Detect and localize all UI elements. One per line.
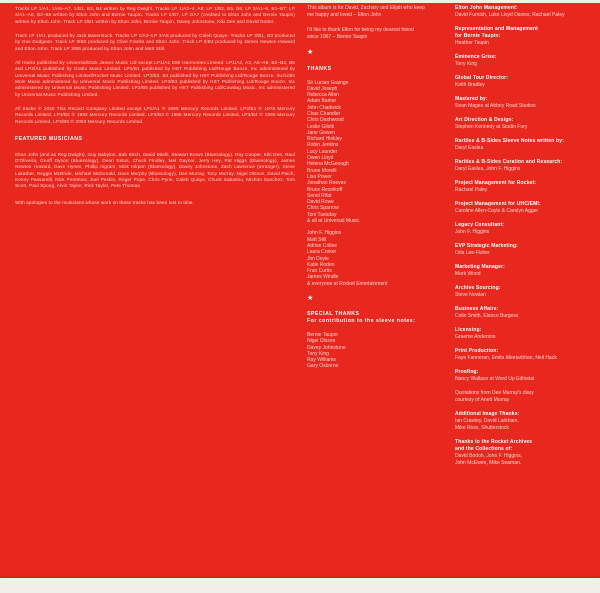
- credit-name: Heather Taupin: [455, 40, 489, 46]
- thanks-name: Katie Roden: [307, 261, 335, 268]
- dedication-bernie: I'd like to thank Elton for being my dearest friend since 1967 – Bernie Taupin: [307, 27, 414, 40]
- credit-role-heading: Rarities & B-Sides Sleeve Notes written by:: [455, 138, 564, 144]
- credit-name: Mike Ross, Shutterstock: [455, 425, 509, 431]
- thanks-name: Rebecca Allen: [307, 92, 339, 99]
- credit-role-heading: Thanks to the Rocket Archives: [455, 439, 533, 445]
- credit-name: Caroline Allen-Coyle & Carolyn Agger: [455, 208, 539, 214]
- credit-role-heading: EVP Strategic Marketing:: [455, 243, 518, 249]
- credit-name: Faye Fanneran, Emita Meetarbhan, Neil Hack: [455, 355, 557, 361]
- credit-block: [455, 243, 595, 257]
- thanks-heading: THANKS: [307, 66, 332, 72]
- credit-name: Nancy Wallace at Word Up Editorial: [455, 376, 535, 382]
- credit-role-heading: Marketing Manager:: [455, 264, 505, 270]
- credit-role-heading: for Bernie Taupin:: [455, 33, 501, 39]
- credit-name: David Bodoh, John F. Higgins,: [455, 453, 522, 459]
- credit-name: Stephen Kennedy at Studio Fury: [455, 124, 528, 130]
- credit-role-heading: Global Tour Director:: [455, 75, 509, 81]
- credit-block: [455, 264, 595, 278]
- credit-name: Tony King: [455, 61, 477, 67]
- credit-name: John F. Higgins: [455, 229, 490, 235]
- rocket-thanks-list: [307, 230, 425, 287]
- credit-name: Keith Bradley: [455, 82, 485, 88]
- thanks-name: Leslie Gilotti: [307, 123, 335, 130]
- star-icon: ★: [307, 295, 314, 302]
- production-credits: Track LP 1/A1 produced by Jack Baverstock. Tracks LP 1/A2–LP 3/A5 produced by Caleb Quaye. Tracks LP 3/B1, B3 produced by Gus Dudgeon. Track LP 3/B2 produced by Clive Franks and Elton John. Track LP 3/B4 produced by James Newton Howard and Elton John. Track LP 3/B5 produced by Elton John and Matt Still.: [15, 33, 295, 51]
- credit-role-heading: Project Management for UHC/EMI:: [455, 201, 541, 207]
- thanks-name: Bruno Morelli: [307, 167, 337, 174]
- thanks-name: Bruce Resnikoff: [307, 186, 343, 193]
- thanks-name: Jonathan Reeves: [307, 180, 346, 187]
- thanks-name: Toni Tuesday: [307, 211, 337, 218]
- special-thanks-heading: SPECIAL THANKS: [307, 311, 360, 317]
- thanks-name: Jane Gowen: [307, 129, 336, 136]
- copyright-credits: All tracks ℗ 2020 This Record Company Limited except LP1/A1 ℗ 1990 Mercury Records Limited, LP3/B1 ℗ 1976 Mercury Records Limited, LP3/B2 ℗ 1982 Mercury Records Limited, LP3/B3 ℗ 1986 Mercury Records Limited, LP3/B4 ℗ 1990 Mercury Records Limited, LP3/B5 ℗ 2004 Mercury Records Limited.: [15, 106, 295, 124]
- credit-name: David Furnish, Luke Lloyd Davies, Rachael Paley: [455, 12, 565, 18]
- contributor-name: Tony King: [307, 350, 329, 357]
- musicians-apology-note: With apologies to the musicians whose work on these tracks has been lost to time.: [15, 199, 195, 205]
- sleeve-top-edge: [0, 0, 600, 3]
- credit-block: [455, 159, 595, 173]
- contributor-name: Nigel Olsson: [307, 338, 336, 345]
- thanks-name: Matt Still: [307, 236, 327, 243]
- contributor-name: Gary Osborne: [307, 363, 339, 370]
- contributor-name: Davey Johnstone: [307, 344, 346, 351]
- credit-name: Mark Wood: [455, 271, 481, 277]
- thanks-name: Senel Rifat: [307, 192, 332, 199]
- credit-name: Steve Nowlan: [455, 292, 486, 298]
- credit-name: Rachael Paley: [455, 187, 488, 193]
- thanks-name: Adrian Collee: [307, 242, 338, 249]
- thanks-list: [307, 80, 425, 225]
- credit-role-heading: Mastered by:: [455, 96, 488, 102]
- credit-block: [455, 411, 595, 432]
- credit-block: [455, 117, 595, 131]
- credit-block: [455, 201, 595, 215]
- sleeve-bottom-edge: [0, 578, 600, 593]
- credit-role-heading: Proofing:: [455, 369, 479, 375]
- thanks-name: Lucy Launder: [307, 148, 338, 155]
- credit-block: [455, 26, 595, 47]
- credit-block: [455, 369, 595, 383]
- credit-role-heading: Art Direction & Design:: [455, 117, 514, 123]
- credit-name: Sean Magee at Abbey Road Studios: [455, 103, 536, 109]
- credit-role-heading: Archive Sourcing:: [455, 285, 501, 291]
- credit-name: Orla Lee-Fisher: [455, 250, 490, 256]
- thanks-name: Jim Doyle: [307, 255, 329, 262]
- thanks-name: Laura Croker: [307, 249, 337, 256]
- credit-role-heading: Project Management for Rocket:: [455, 180, 537, 186]
- credit-name: Daryl Easlea: [455, 145, 484, 151]
- credit-block: [455, 439, 595, 467]
- credits-blocks: [455, 5, 595, 474]
- credit-name: Graeme Anderson: [455, 334, 496, 340]
- thanks-column: [307, 5, 425, 370]
- credit-block: [455, 327, 595, 341]
- credit-name: Ian Crawley, David Larkham,: [455, 418, 519, 424]
- credit-block: [455, 222, 595, 236]
- credit-role-heading: Print Production:: [455, 348, 499, 354]
- credit-role-heading: Legacy Consultant:: [455, 222, 505, 228]
- thanks-name: Helena McGeough: [307, 161, 349, 168]
- credit-block: [455, 390, 595, 404]
- credit-block: [455, 96, 595, 110]
- credit-role-heading: Additional Image Thanks:: [455, 411, 520, 417]
- thanks-name: Richard Hinkley: [307, 136, 343, 143]
- thanks-name: James Windle: [307, 274, 339, 281]
- credit-name: courtesy of Anett Murray: [455, 397, 510, 403]
- thanks-name: Robin Jenkins: [307, 142, 339, 149]
- credit-name: John McEwen, Mike Seaman.: [455, 460, 522, 466]
- dedication-elton: This album is for David, Zachary and Elijah who keep me happy and loved – Elton John: [307, 5, 425, 18]
- thanks-name: & all at Universal Music.: [307, 218, 361, 225]
- credit-block: [455, 138, 595, 152]
- credit-block: [455, 75, 595, 89]
- credit-role-heading: Elton John Management:: [455, 5, 518, 11]
- thanks-name: Owen Lloyd: [307, 155, 334, 162]
- thanks-name: John F. Higgins: [307, 230, 342, 237]
- thanks-name: Chas Chandler: [307, 110, 341, 117]
- credit-block: [455, 54, 595, 68]
- thanks-name: David Rowe: [307, 199, 334, 206]
- credit-name: Colin Smith, Elanco Burgess: [455, 313, 519, 319]
- featured-musicians-heading: FEATURED MUSICIANS: [15, 136, 83, 143]
- sleeve-notes-contributors: [307, 332, 425, 370]
- thanks-name: Lisa Power: [307, 173, 332, 180]
- credit-block: [455, 348, 595, 362]
- thanks-name: Chris Sparrow: [307, 205, 339, 212]
- credit-block: [455, 285, 595, 299]
- contributor-name: Bernie Taupin: [307, 332, 338, 338]
- thanks-name: John Chadwick: [307, 104, 341, 111]
- star-icon: ★: [307, 49, 314, 56]
- credit-role-heading: Éminence Grise:: [455, 54, 497, 60]
- thanks-name: Adam Barker: [307, 98, 337, 105]
- credit-role-heading: Licensing:: [455, 327, 482, 333]
- thanks-name: David Joseph: [307, 85, 338, 92]
- credit-name: Quotations from Dee Murray's diary: [455, 390, 534, 396]
- credit-role-heading: Representation and Management: [455, 26, 538, 32]
- credit-role-heading: Business Affairs:: [455, 306, 499, 312]
- contributor-name: Ray Williams: [307, 357, 336, 364]
- thanks-name: Chris Dashwood: [307, 117, 344, 124]
- credit-role-heading: and the Collections of:: [455, 446, 513, 452]
- credit-name: Daryl Easlea, John F. Higgins: [455, 166, 521, 172]
- credit-block: [455, 306, 595, 320]
- credit-block: [455, 180, 595, 194]
- thanks-name: & everyone at Rocket Entertainment: [307, 280, 388, 287]
- credit-block: [455, 5, 595, 19]
- credit-role-heading: Rarities & B-Sides Curation and Research:: [455, 159, 563, 165]
- thanks-name: Sir Lucian Grainge: [307, 79, 349, 86]
- special-thanks-subheading: For contribution to the sleeve notes:: [307, 317, 416, 324]
- thanks-name: Fran Curtis: [307, 268, 332, 275]
- publishing-credits: All tracks published by Universal/Dick James Music Ltd except LP1/A1 EMI Harmonies Limited. LP1/A2, A3, A5–A8, B2–B4, B6 and LP2/A1 published by Gralto Music Limited. LP3/B1 published by HST Publishing Ltd/Rouge Booze, Inc administered by Universal Music Publishing Limited/Rocket Music Limited. LP3/B2, B4 published by HST Publishing Ltd/Rouge Booze, Inc/Little Mole Music administered by Universal Music Publishing Limited. LP3/B3 published by HST Publishing Ltd/Rouge Booze, Inc administered by Universal Music Publishing Limited. LP3/B5 published by HST Publishing Ltd/Cowdog Music, Inc administered by Universal Music Publishing Limited.: [15, 60, 295, 97]
- writing-credits: Tracks LP 1/A1, 1/A5–A7, 1/B1, B3, B4 written by Reg Dwight. Tracks LP 1/A2–4, A8; LP 1/B2, B5, B6; LP 2/A1–6, B1–B7; LP 3/A1–A6, B2–B5 written by Elton John and Bernie Taupin. Tracks LP 1/B7, LP 2/A7 (credited to Elton John and Bernie Taupin) written by Elton John. Track LP 3/B1 written by Elton John, Bernie Taupin, Davey Johnstone, Kiki Dee and David Nutter.: [15, 6, 295, 24]
- rights-column: [15, 6, 295, 214]
- featured-musicians-list: Elton John (and as Reg Dwight), Guy Babylon, Bob Birch, David Bitelli, Stewart Brown (Bluesology), Ray Cooper, Kiki Dee, Raul D'Oliveira, Geoff Dyson (Bluesology), Deon Estus, Chuck Findley, Mel Gaynor, Jerry Hey, Pat Higgs (Bluesology), James Newton Howard, Dave Hynes, Phillip Ingram, Mick Inkpen (Bluesology), Davey Johnstone, Zach Lawrence (arranger), Steve Lukather, Reggie McBride, Michael McDonald, Dave Murphy (Bluesology), Dee Murray, Tony Murray, Nigel Olsson, David Paich, Kenny Passarelli, Nick Pentelow, Joel Peskin, Roger Pope, Chris Pyne, Caleb Quaye, Chuck Sabatino, Michito Sanchez, Tom Scott, Paul Spong, Alvin Taylor, Rick Taylor, Pete Thomas.: [15, 151, 295, 189]
